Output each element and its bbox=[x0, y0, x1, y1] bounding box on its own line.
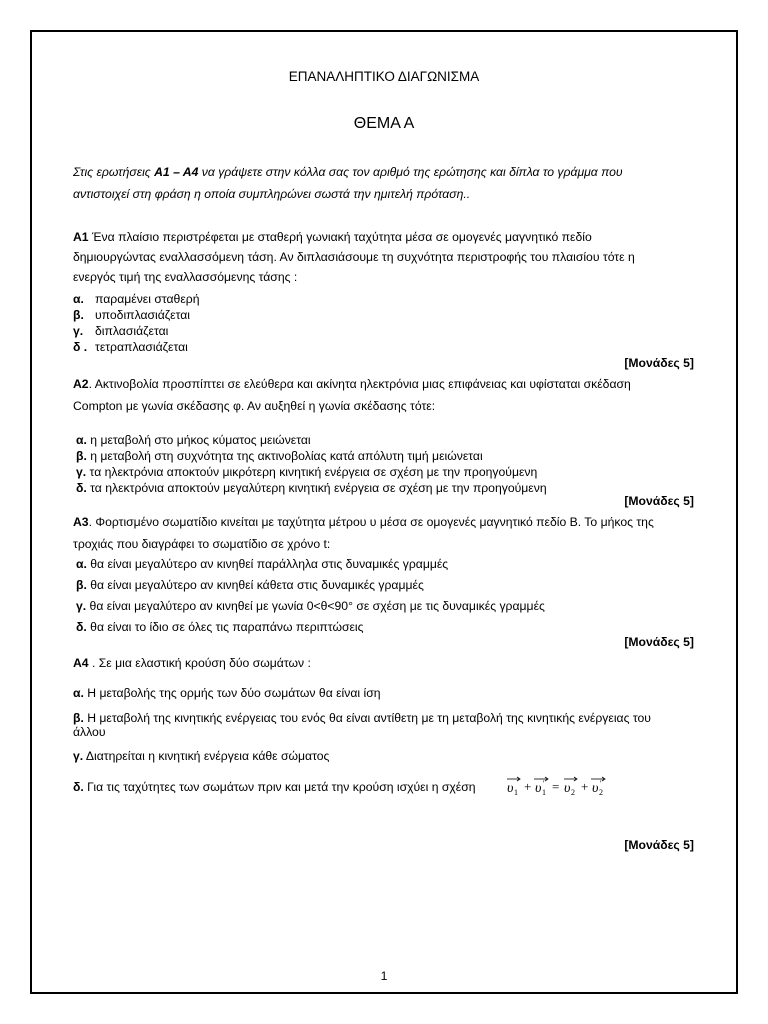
question-a3-line-1: Α3. Φορτισμένο σωματίδιο κινείται με ταχύτητα μέτρου υ μέσα σε ομογενές μαγνητικό πεδίο Β. Το μήκος της bbox=[73, 515, 654, 529]
eq-symbol-4: υ bbox=[592, 781, 599, 796]
section-heading: ΘΕΜΑ Α bbox=[353, 115, 415, 132]
question-a2-line-1: Α2. Ακτινοβολία προσπίπτει σε ελεύθερα και ακίνητα ηλεκτρόνια μιας επιφάνειας και υφίσταται σκέδαση bbox=[73, 377, 631, 391]
eq-symbol-3: υ bbox=[564, 781, 571, 796]
question-a2-option-c: γ. τα ηλεκτρόνια αποκτούν μικρότερη κινητική ενέργεια σε σχέση με την προηγούμενη bbox=[76, 465, 538, 479]
instructions-line-1: Στις ερωτήσεις Α1 – Α4 να γράψετε στην κόλλα σας τον αριθμό της ερώτησης και δίπλα το γράμμα που bbox=[73, 165, 623, 179]
question-a4-option-b: β. Η μεταβολή της κινητικής ενέργειας του ενός θα είναι αντίθετη με τη μεταβολή της κινητικής ενέργειας του bbox=[73, 711, 651, 725]
question-a3-option-a: α. θα είναι μεγαλύτερο αν κινηθεί παράλληλα στις δυναμικές γραμμές bbox=[76, 557, 449, 571]
question-a1-option-a: α. παραμένει σταθερή bbox=[73, 292, 200, 306]
marks-a3: [Μονάδες 5] bbox=[624, 635, 694, 649]
page-number: 1 bbox=[380, 969, 388, 983]
document-title: ΕΠΑΝΑΛΗΠΤΙΚΟ ΔΙΑΓΩΝΙΣΜΑ bbox=[288, 69, 480, 84]
marks-a2: [Μονάδες 5] bbox=[624, 494, 694, 508]
question-a4-option-b-cont: άλλου bbox=[73, 725, 106, 739]
question-a3-option-c: γ. θα είναι μεγαλύτερο αν κινηθεί με γωνία 0<θ<90° σε σχέση με τις δυναμικές γραμμές bbox=[76, 599, 545, 613]
eq-sub-3: 2 bbox=[571, 788, 575, 797]
question-a2-line-2: Compton με γωνία σκέδασης φ. Αν αυξηθεί η γωνία σκέδασης τότε: bbox=[73, 399, 436, 413]
question-a4-line-1: Α4 . Σε μια ελαστική κρούση δύο σωμάτων : bbox=[73, 656, 311, 670]
question-a4-option-c: γ. Διατηρείται η κινητική ενέργεια κάθε σώματος bbox=[73, 749, 330, 763]
eq-plus-1: + bbox=[524, 779, 532, 794]
vector-equation bbox=[505, 775, 610, 801]
eq-sub-1: 1 bbox=[514, 788, 518, 797]
question-a3-line-2: τροχιάς που διαγράφει το σωματίδιο σε χρόνο t: bbox=[73, 537, 331, 551]
marks-a4: [Μονάδες 5] bbox=[624, 838, 694, 852]
eq-plus-2: + bbox=[581, 779, 589, 794]
question-a2-option-d: δ. τα ηλεκτρόνια αποκτούν μεγαλύτερη κινητική ενέργεια σε σχέση με την προηγούμενη bbox=[76, 481, 547, 495]
question-a2-option-b: β. η μεταβολή στη συχνότητα της ακτινοβολίας κατά απόλυτη τιμή μειώνεται bbox=[76, 449, 483, 463]
eq-equals: = bbox=[552, 779, 560, 794]
instructions-line-2: αντιστοιχεί στη φράση η οποία συμπληρώνει σωστά την ημιτελή πρόταση.. bbox=[73, 187, 471, 201]
question-a1-line-2: δημιουργώντας εναλλασσόμενη τάση. Αν διπλασιάσουμε τη συχνότητα περιστροφής του πλαισίου τότε η bbox=[73, 250, 635, 264]
question-a1-option-d: δ . τετραπλασιάζεται bbox=[73, 340, 188, 354]
eq-prime-2: ' bbox=[600, 779, 602, 788]
question-a1-line-1: Α1 Ένα πλαίσιο περιστρέφεται με σταθερή γωνιακή ταχύτητα μέσα σε ομογενές μαγνητικό πεδίο bbox=[73, 230, 592, 244]
question-a3-option-d: δ. θα είναι το ίδιο σε όλες τις παραπάνω περιπτώσεις bbox=[76, 620, 364, 634]
question-a3-option-b: β. θα είναι μεγαλύτερο αν κινηθεί κάθετα στις δυναμικές γραμμές bbox=[76, 578, 424, 592]
question-a4-option-d: δ. Για τις ταχύτητες των σωμάτων πριν και μετά την κρούση ισχύει η σχέση bbox=[73, 780, 476, 794]
marks-a1: [Μονάδες 5] bbox=[624, 356, 694, 370]
eq-sub-4: 2 bbox=[599, 788, 603, 797]
eq-prime-1: ' bbox=[543, 779, 545, 788]
question-a4-option-a: α. Η μεταβολής της ορμής των δύο σωμάτων θα είναι ίση bbox=[73, 686, 381, 700]
question-a2-option-a: α. η μεταβολή στο μήκος κύματος μειώνεται bbox=[76, 433, 311, 447]
question-a1-line-3: ενεργός τιμή της εναλλασσόμενης τάσης : bbox=[73, 270, 298, 284]
eq-symbol-2: υ bbox=[535, 781, 542, 796]
question-a1-option-b: β. υποδιπλασιάζεται bbox=[73, 308, 191, 322]
eq-sub-2: 1 bbox=[542, 788, 546, 797]
eq-symbol-1: υ bbox=[507, 781, 514, 796]
question-a1-option-c: γ. διπλασιάζεται bbox=[73, 324, 169, 338]
